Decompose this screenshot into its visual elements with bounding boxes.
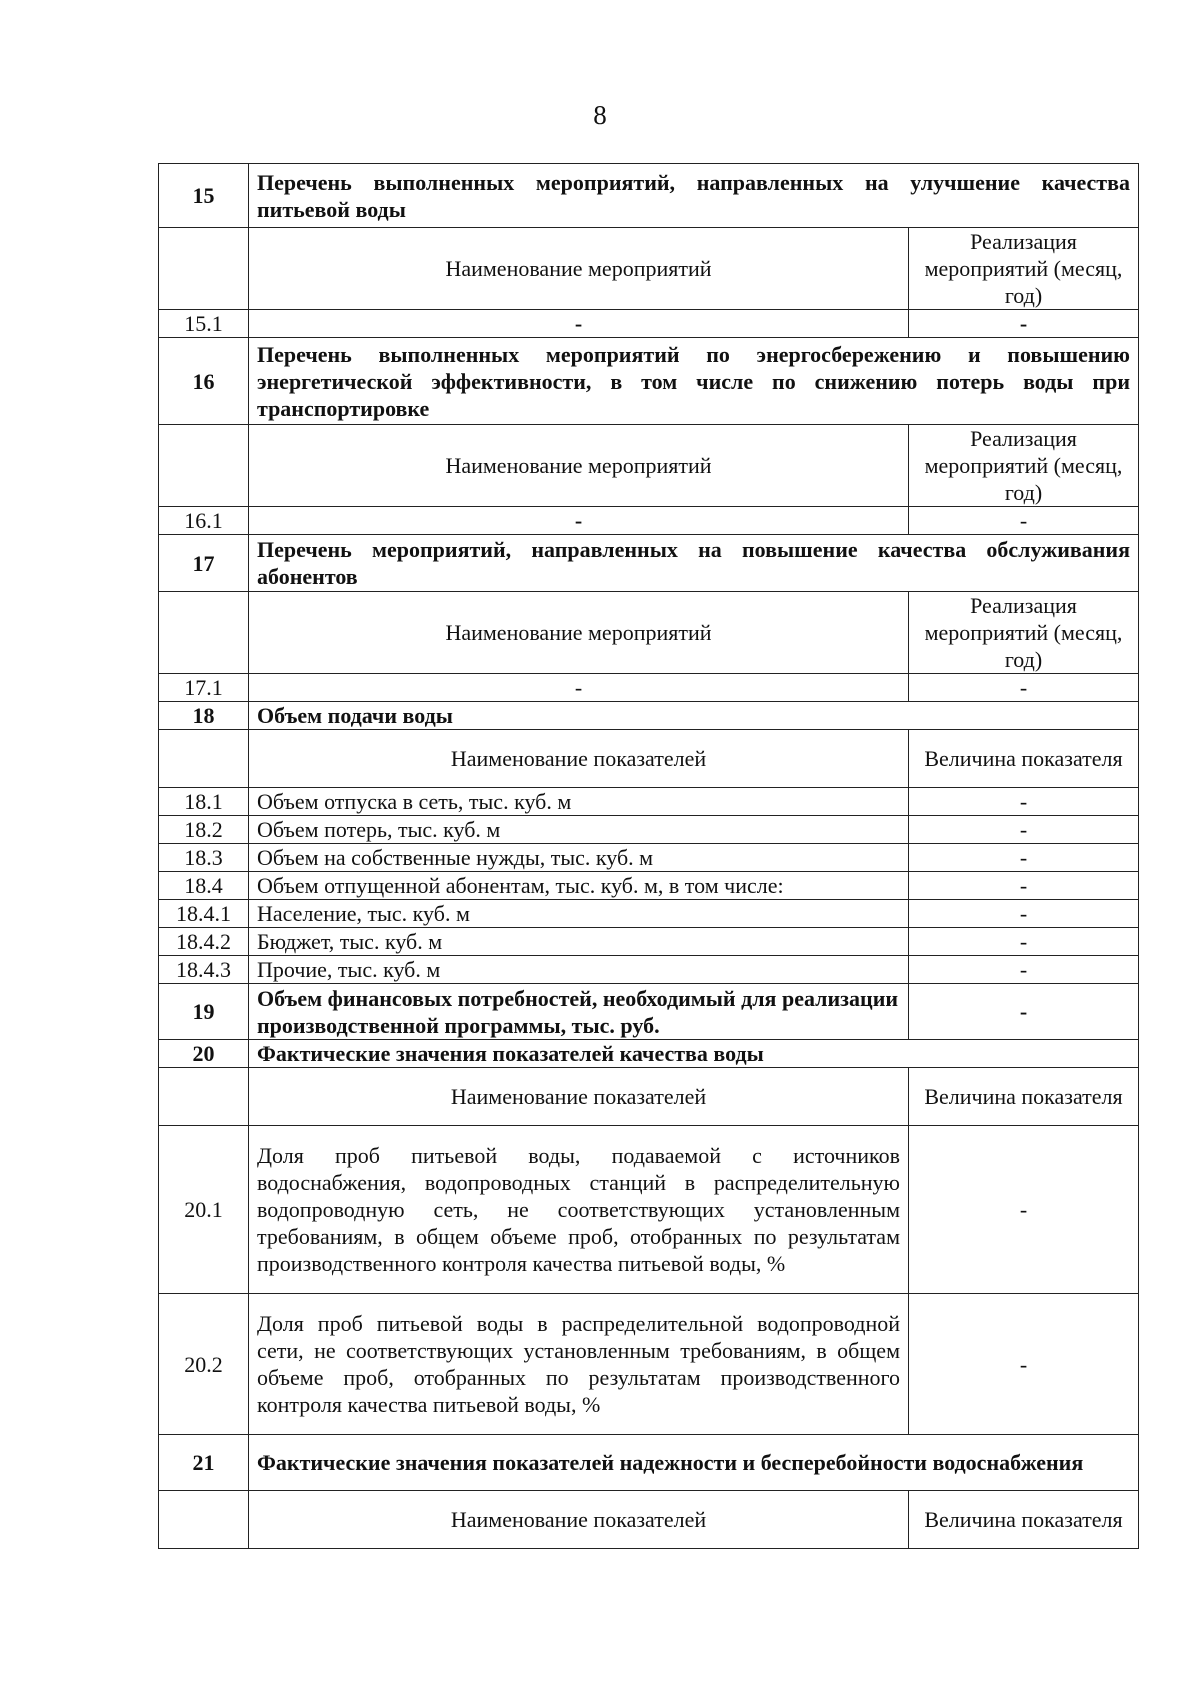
- row-number: 18.4: [159, 872, 249, 900]
- row-value: -: [909, 844, 1139, 872]
- section-16-header: [159, 338, 1139, 425]
- section-15-header: [159, 164, 1139, 228]
- row-number: 18.2: [159, 816, 249, 844]
- column-header-value: Реализация мероприятий (месяц, год): [909, 592, 1139, 674]
- row-name: Прочие, тыс. куб. м: [249, 956, 909, 984]
- row-name: Бюджет, тыс. куб. м: [249, 928, 909, 956]
- table-row: [159, 1126, 1139, 1294]
- table-row: [159, 872, 1139, 900]
- row-number: 20.2: [159, 1294, 249, 1435]
- section-title: Объем финансовых потребностей, необходимый для реализации производственной программы, тыс. руб.: [249, 984, 909, 1040]
- row-number: 15.1: [159, 310, 249, 338]
- section-number: 16: [159, 338, 249, 425]
- row-name: Население, тыс. куб. м: [249, 900, 909, 928]
- table-row: [159, 1294, 1139, 1435]
- section-title: Объем подачи воды: [249, 702, 1139, 730]
- column-header-name: Наименование мероприятий: [249, 228, 909, 310]
- section-20-header: [159, 1040, 1139, 1068]
- row-name: Объем на собственные нужды, тыс. куб. м: [249, 844, 909, 872]
- page-number: 8: [593, 100, 607, 130]
- row-number: 18.4.2: [159, 928, 249, 956]
- row-value: -: [909, 872, 1139, 900]
- empty-cell: [159, 1491, 249, 1549]
- row-name: -: [249, 310, 909, 338]
- section-19-row: [159, 984, 1139, 1040]
- column-header-name: Наименование показателей: [249, 1491, 909, 1549]
- row-name: Доля проб питьевой воды, подаваемой с источников водоснабжения, водопроводных станций в распределительную водопроводную сеть, не соответствующих установленным требованиям, в общем объеме проб, отобранных по результатам производственного контроля качества питьевой воды, %: [249, 1126, 909, 1294]
- column-header-name: Наименование мероприятий: [249, 592, 909, 674]
- empty-cell: [159, 228, 249, 310]
- row-number: 20.1: [159, 1126, 249, 1294]
- row-value: -: [909, 984, 1139, 1040]
- section-20-columns: [159, 1068, 1139, 1126]
- row-value: -: [909, 674, 1139, 702]
- column-header-name: Наименование мероприятий: [249, 425, 909, 507]
- column-header-value: Величина показателя: [909, 730, 1139, 788]
- section-title: Перечень мероприятий, направленных на повышение качества обслуживания абонентов: [249, 535, 1139, 592]
- section-title: Фактические значения показателей качества воды: [249, 1040, 1139, 1068]
- row-number: 18.4.1: [159, 900, 249, 928]
- row-name: Объем отпущенной абонентам, тыс. куб. м, в том числе:: [249, 872, 909, 900]
- column-header-value: Реализация мероприятий (месяц, год): [909, 228, 1139, 310]
- section-18-header: [159, 702, 1139, 730]
- row-name: Объем потерь, тыс. куб. м: [249, 816, 909, 844]
- row-name: Доля проб питьевой воды в распределительной водопроводной сети, не соответствующих установленным требованиям, в общем объеме проб, отобранных по результатам производственного контроля качества питьевой воды, %: [249, 1294, 909, 1435]
- empty-cell: [159, 1068, 249, 1126]
- section-title: Перечень выполненных мероприятий, направленных на улучшение качества питьевой воды: [249, 164, 1139, 228]
- section-number: 18: [159, 702, 249, 730]
- column-header-value: Величина показателя: [909, 1491, 1139, 1549]
- empty-cell: [159, 425, 249, 507]
- section-17-columns: [159, 592, 1139, 674]
- column-header-value: Величина показателя: [909, 1068, 1139, 1126]
- row-name: -: [249, 507, 909, 535]
- section-title: Фактические значения показателей надежности и бесперебойности водоснабжения: [249, 1435, 1139, 1491]
- row-number: 17.1: [159, 674, 249, 702]
- column-header-name: Наименование показателей: [249, 730, 909, 788]
- row-number: 16.1: [159, 507, 249, 535]
- section-number: 15: [159, 164, 249, 228]
- column-header-value: Реализация мероприятий (месяц, год): [909, 425, 1139, 507]
- column-header-name: Наименование показателей: [249, 1068, 909, 1126]
- section-number: 20: [159, 1040, 249, 1068]
- table-row: [159, 507, 1139, 535]
- table-row: [159, 788, 1139, 816]
- row-number: 18.3: [159, 844, 249, 872]
- row-value: -: [909, 310, 1139, 338]
- table-row: [159, 844, 1139, 872]
- row-value: -: [909, 788, 1139, 816]
- row-value: -: [909, 816, 1139, 844]
- section-21-header: [159, 1435, 1139, 1491]
- row-value: -: [909, 507, 1139, 535]
- section-number: 21: [159, 1435, 249, 1491]
- section-17-header: [159, 535, 1139, 592]
- row-value: -: [909, 1126, 1139, 1294]
- row-name: Объем отпуска в сеть, тыс. куб. м: [249, 788, 909, 816]
- row-value: -: [909, 1294, 1139, 1435]
- empty-cell: [159, 592, 249, 674]
- table-row: [159, 900, 1139, 928]
- table-row: [159, 956, 1139, 984]
- table-row: [159, 674, 1139, 702]
- section-title: Перечень выполненных мероприятий по энергосбережению и повышению энергетической эффективности, в том числе по снижению потерь воды при транспортировке: [249, 338, 1139, 425]
- section-15-columns: [159, 228, 1139, 310]
- section-number: 19: [159, 984, 249, 1040]
- program-table: [158, 163, 1139, 1549]
- row-name: -: [249, 674, 909, 702]
- table-row: [159, 310, 1139, 338]
- section-16-columns: [159, 425, 1139, 507]
- row-number: 18.4.3: [159, 956, 249, 984]
- row-value: -: [909, 900, 1139, 928]
- row-number: 18.1: [159, 788, 249, 816]
- table-row: [159, 928, 1139, 956]
- section-number: 17: [159, 535, 249, 592]
- section-21-columns: [159, 1491, 1139, 1549]
- row-value: -: [909, 956, 1139, 984]
- row-value: -: [909, 928, 1139, 956]
- table-row: [159, 816, 1139, 844]
- section-18-columns: [159, 730, 1139, 788]
- empty-cell: [159, 730, 249, 788]
